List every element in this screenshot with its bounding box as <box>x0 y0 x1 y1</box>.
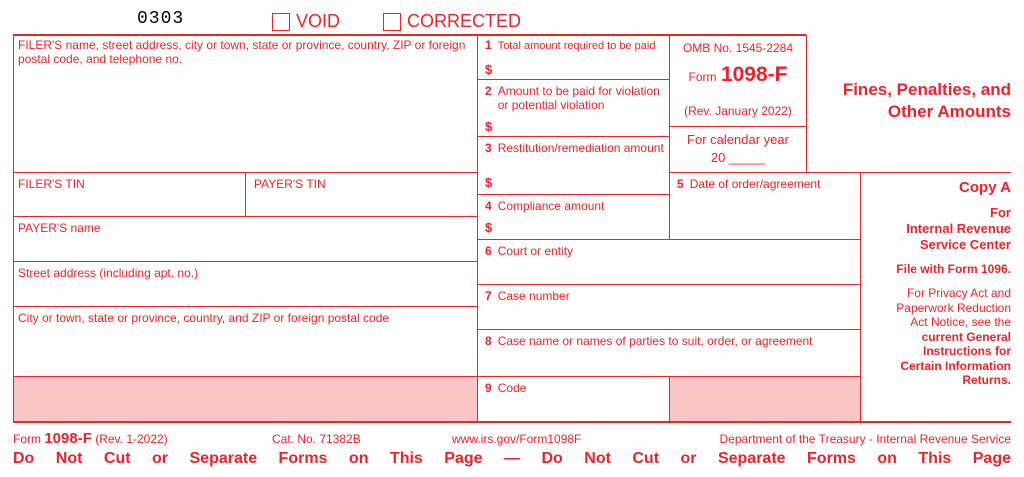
footer-form-id <box>13 430 168 447</box>
box7-field[interactable] <box>477 284 861 330</box>
filer-tin-label: FILER'S TIN <box>18 177 85 191</box>
corrected-checkbox[interactable] <box>383 13 401 31</box>
box7-label: Case number <box>497 289 570 303</box>
filer-name-field[interactable] <box>13 35 478 173</box>
box2-field[interactable] <box>477 79 670 137</box>
omb-block <box>669 35 807 127</box>
void-label: VOID <box>296 11 341 31</box>
privacy-line5: Instructions for <box>922 344 1011 358</box>
box9-label: Code <box>497 381 527 395</box>
form-identity <box>670 63 806 87</box>
privacy-line4: current General <box>921 329 1011 344</box>
box4-dollar: $ <box>485 220 493 235</box>
payer-name-label: PAYER'S name <box>18 221 101 235</box>
calendar-year-label: For calendar year <box>687 132 789 147</box>
box3-label-row <box>485 141 665 155</box>
box6-field[interactable] <box>477 239 861 285</box>
omb-rev: (Rev. January 2022) <box>684 104 792 118</box>
copy-a-irs-line1: Internal Revenue <box>906 221 1011 236</box>
box8-label: Case name or names of parties to suit, order, or agreement <box>497 334 813 348</box>
omb-form-word: Form <box>688 70 717 84</box>
privacy-line1: For Privacy Act and <box>906 286 1011 300</box>
footer-url[interactable]: www.irs.gov/Form1098F <box>452 432 582 446</box>
box1-field[interactable] <box>477 35 670 80</box>
box8-label-row <box>485 334 856 348</box>
form-title-line1: Fines, Penalties, and <box>842 80 1011 99</box>
box3-dollar: $ <box>485 175 493 190</box>
box4-label-row <box>485 199 665 213</box>
box1-dollar: $ <box>485 62 493 77</box>
corrected-label: CORRECTED <box>407 11 522 31</box>
shaded-left-area <box>13 376 478 422</box>
box5-label-row <box>677 177 856 191</box>
box9-field[interactable] <box>477 376 670 422</box>
box6-label: Court or entity <box>497 244 574 258</box>
shaded-right-area <box>669 376 861 422</box>
box2-number: 2 <box>485 84 492 98</box>
street-address-field[interactable] <box>13 261 478 307</box>
box2-label-row <box>485 84 665 112</box>
box5-field[interactable] <box>669 172 861 240</box>
payer-tin-label: PAYER'S TIN <box>254 177 326 191</box>
box6-label-row <box>485 244 856 258</box>
filer-name-label: FILER'S name, street address, city or town, state or province, country, ZIP or foreign postal code, and telephone no. <box>18 38 466 66</box>
void-checkbox[interactable] <box>272 13 290 31</box>
payer-tin-field[interactable] <box>245 172 478 217</box>
payer-name-field[interactable] <box>13 216 478 262</box>
city-label: City or town, state or province, country, and ZIP or foreign postal code <box>18 311 390 325</box>
privacy-line3: Act Notice, see the <box>910 315 1011 329</box>
copy-a-panel <box>860 172 1011 421</box>
box8-number: 8 <box>485 334 492 348</box>
box9-label-row <box>485 381 665 395</box>
box4-field[interactable] <box>477 194 670 240</box>
city-field[interactable] <box>13 306 478 377</box>
privacy-line2: Paperwork Reduction <box>896 300 1011 315</box>
box1-label-row <box>485 38 665 53</box>
box7-label-row <box>485 289 856 303</box>
box4-number: 4 <box>485 199 492 213</box>
footer-cat-no: Cat. No. 71382B <box>272 432 361 446</box>
box3-field[interactable] <box>477 136 670 195</box>
box4-label: Compliance amount <box>497 199 605 213</box>
box2-dollar: $ <box>485 119 493 134</box>
calendar-year-field[interactable] <box>669 126 807 173</box>
filer-tin-field[interactable] <box>13 172 246 217</box>
form-code: 0303 <box>137 9 185 29</box>
calendar-year-value: 20 _____ <box>710 150 766 165</box>
copy-a-file-with: File with Form 1096. <box>896 262 1011 276</box>
copy-a-privacy-notice <box>860 286 1011 388</box>
box7-number: 7 <box>485 289 492 303</box>
street-address-label: Street address (including apt. no.) <box>18 266 199 280</box>
box3-number: 3 <box>485 141 492 155</box>
omb-form-name: 1098-F <box>720 63 788 86</box>
box9-number: 9 <box>485 381 492 395</box>
privacy-line7: Returns. <box>962 373 1011 387</box>
copy-a-title: Copy A <box>959 179 1011 196</box>
box2-label: Amount to be paid for violation or potential violation <box>497 84 660 112</box>
box8-field[interactable] <box>477 329 861 377</box>
footer-rev: (Rev. 1-2022) <box>95 432 168 446</box>
omb-number: OMB No. 1545-2284 <box>682 41 794 55</box>
box3-label: Restitution/remediation amount <box>497 141 664 155</box>
form-title-line2: Other Amounts <box>887 102 1011 121</box>
box1-label: Total amount required to be paid <box>497 40 656 52</box>
box1-number: 1 <box>485 38 492 52</box>
copy-a-irs-line2: Service Center <box>919 237 1011 252</box>
void-checkbox-group[interactable] <box>272 11 340 32</box>
corrected-checkbox-group[interactable] <box>383 11 521 32</box>
privacy-line6: Certain Information <box>900 358 1011 373</box>
copy-a-for: For <box>990 205 1011 220</box>
box6-number: 6 <box>485 244 492 258</box>
footer-form-name: 1098-F <box>44 430 92 447</box>
form-title <box>843 79 1011 123</box>
footer-department: Department of the Treasury - Internal Revenue Service <box>719 432 1011 446</box>
box5-number: 5 <box>677 177 684 191</box>
do-not-cut-banner: Do Not Cut or Separate Forms on This Page — Do Not Cut or Separate Forms on This Page <box>13 450 1011 467</box>
box5-label: Date of order/agreement <box>689 177 821 191</box>
footer-form-word: Form <box>13 432 41 446</box>
